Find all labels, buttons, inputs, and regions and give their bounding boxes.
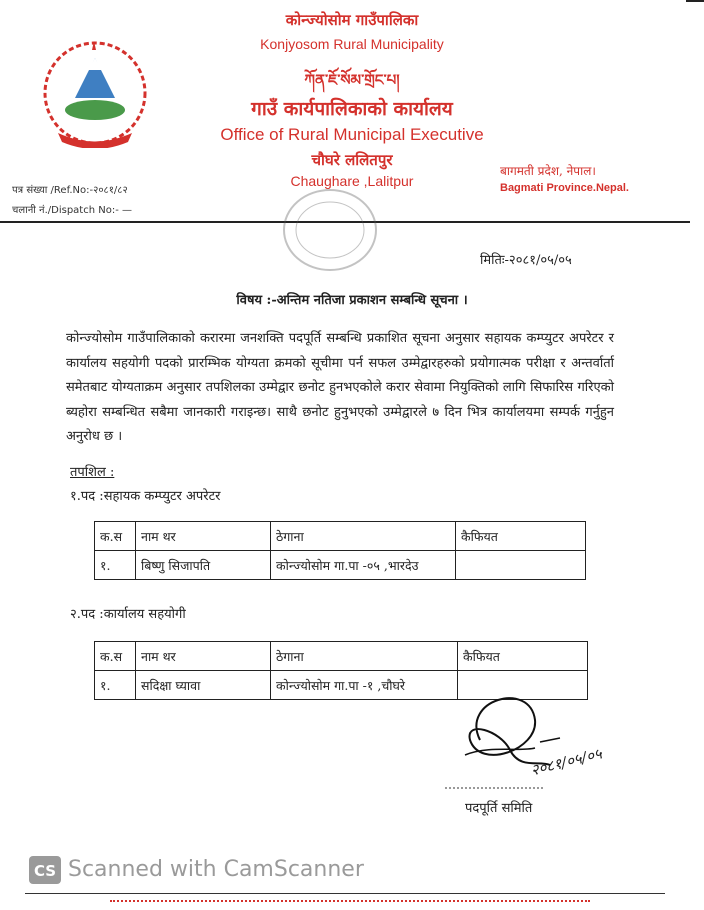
scanner-watermark-text: Scanned with CamScanner: [68, 857, 364, 882]
table-row: [95, 551, 586, 580]
column-header: ठेगाना: [271, 522, 456, 551]
dispatch-number: चलानी नं./Dispatch No:- —: [12, 205, 132, 216]
table-cell: १.: [95, 671, 136, 700]
table-cell: [456, 551, 586, 580]
top-right-mark: [686, 0, 704, 2]
table-cell: बिष्णु सिजापति: [136, 551, 271, 580]
municipality-name-english: Konjyosom Rural Municipality: [260, 36, 444, 52]
table-header-row: [95, 642, 588, 671]
table-cell: १.: [95, 551, 136, 580]
reference-number: पत्र संख्या /Ref.No:-२०८१/८२: [12, 185, 128, 196]
position-1-table: [94, 521, 586, 580]
table-header-row: [95, 522, 586, 551]
letter-subject: विषय :-अन्तिम नतिजा प्रकाशन सम्बन्धि सूचना ।: [236, 293, 468, 308]
office-name-english: Office of Rural Municipal Executive: [220, 125, 484, 144]
municipality-name-tibetan: ཀོན་ཇོ་སོམ་གྲོང་པ།: [304, 71, 400, 89]
municipality-name-nepali: कोन्ज्योसोम गाउँपालिका: [285, 11, 419, 29]
signatory-title: पदपूर्ति समिति: [465, 801, 533, 816]
footer-strip: [110, 900, 590, 908]
place-name-english: Chaughare ,Lalitpur: [290, 173, 414, 189]
column-header: कैफियत: [458, 642, 588, 671]
office-name-nepali: गाउँ कार्यपालिकाको कार्यालय: [251, 98, 453, 120]
svg-text:CS: CS: [33, 862, 57, 880]
details-heading: तपशिल :: [70, 465, 115, 480]
camscanner-logo-icon: [28, 855, 62, 885]
position-1-title: १.पद :सहायक कम्प्युटर अपरेटर: [70, 489, 221, 504]
table-cell: सदिक्षा घ्यावा: [136, 671, 271, 700]
province-english: Bagmati Province.Nepal.: [500, 182, 629, 194]
signature-date: २०८१/०५/०५: [528, 744, 604, 780]
column-header: नाम थर: [136, 522, 271, 551]
signature-icon: [440, 680, 630, 800]
footer-divider: [25, 893, 665, 894]
letter-body: कोन्ज्योसोम गाउँपालिकाको करारमा जनशक्ति पदपूर्ति सम्बन्धि प्रकाशित सूचना अनुसार सहायक कम्प्युटर अपरेटर र कार्यालय सहयोगी पदको प्रारम्भिक योग्यता क्रमको सूचीमा पर्न सफल उम्मेद्वारहरुको प्रयोगात्मक परीक्षा र अन्तर्वार्ता समेतबाट योग्यताक्रम अनुसार तपशिलका उम्मेद्वार छनोट हुनभएकोले करार सेवामा नियुक्तिको लागि सिफारिस गरिएको ब्यहोरा सम्बन्धित सबैमा जानकारी गराइन्छ। साथै छनोट हुनुभएको उम्मेद्वारले ७ दिन भित्र कार्यालयमा सम्पर्क गर्नुहुन अनुरोध छ ।: [66, 331, 614, 444]
position-2-title: २.पद :कार्यालय सहयोगी: [70, 607, 186, 622]
table-cell: कोन्ज्योसोम गा.पा -०५ ,भारदेउ: [271, 551, 456, 580]
province-nepali: बागमती प्रदेश, नेपाल।: [500, 164, 596, 178]
column-header: क.स: [95, 522, 136, 551]
table-cell: कोन्ज्योसोम गा.पा -१ ,चौघरे: [271, 671, 458, 700]
column-header: कैफियत: [456, 522, 586, 551]
column-header: क.स: [95, 642, 136, 671]
column-header: नाम थर: [136, 642, 271, 671]
column-header: ठेगाना: [271, 642, 458, 671]
letter-date: मितिः-२०८१/०५/०५: [480, 253, 572, 268]
office-stamp-icon: [280, 185, 380, 275]
place-name-nepali: चौघरे ललितपुर: [311, 151, 393, 169]
